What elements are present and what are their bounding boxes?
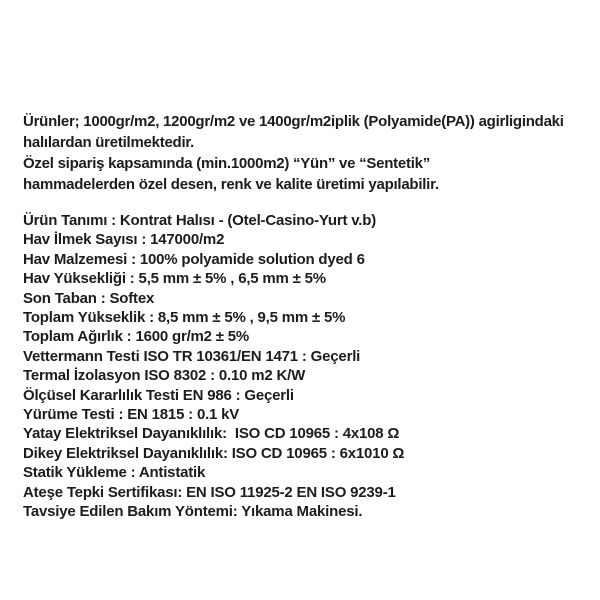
spec-line-atese-tepki: Ateşe Tepki Sertifikası: EN ISO 11925-2 EN ISO 9239-1 (23, 483, 396, 501)
spec-line-hav-malzemesi: Hav Malzemesi : 100% polyamide solution dyed 6 (23, 250, 365, 268)
spec-line-urun-tanimi: Ürün Tanımı : Kontrat Halısı - (Otel-Casino-Yurt v.b) (23, 212, 377, 229)
spec-line-dikey-elektriksel: Dikey Elektriksel Dayanıklılık: ISO CD 10965 : 6x1010 Ω (23, 444, 405, 462)
spec-line-termal-izolasyon: Termal İzolasyon ISO 8302 : 0.10 m2 K/W (23, 367, 306, 385)
spec-line-vettermann-testi: Vettermann Testi ISO TR 10361/EN 1471 : Geçerli (23, 347, 361, 365)
spec-line-yatay-elektriksel: Yatay Elektriksel Dayanıklılık: ISO CD 10965 : 4x108 Ω (23, 425, 400, 443)
intro-line: Özel sipariş kapsamında (min.1000m2) “Yün” ve “Sentetik” (23, 155, 430, 172)
spec-line-yurume-testi: Yürüme Testi : EN 1815 : 0.1 kV (23, 406, 240, 424)
spec-line-son-taban: Son Taban : Softex (23, 289, 155, 307)
spec-line-toplam-yukseklik: Toplam Yükseklik : 8,5 mm ± 5% , 9,5 mm ± 5% (23, 309, 346, 327)
intro-paragraph (23, 111, 592, 195)
spec-line-olcusel-kararlilik: Ölçüsel Kararlılık Testi EN 986 : Geçerli (23, 386, 294, 404)
spec-line-tavsiye-bakim: Tavsiye Edilen Bakım Yöntemi: Yıkama Makinesi. (23, 503, 363, 521)
intro-line: Ürünler; 1000gr/m2, 1200gr/m2 ve 1400gr/m2iplik (Polyamide(PA)) agirligindaki (23, 113, 564, 130)
spec-line-hav-yuksekligi: Hav Yüksekliği : 5,5 mm ± 5% , 6,5 mm ± 5% (23, 270, 326, 288)
intro-line: halılardan üretilmektedir. (23, 134, 195, 151)
spec-line-toplam-agirlik: Toplam Ağırlık : 1600 gr/m2 ± 5% (23, 328, 250, 346)
product-description-block (23, 111, 592, 522)
spec-line-statik-yukleme: Statik Yükleme : Antistatik (23, 464, 206, 482)
spec-line-hav-ilmek-sayisi: Hav İlmek Sayısı : 147000/m2 (23, 231, 225, 249)
intro-line: hammadelerden özel desen, renk ve kalite üretimi yapılabilir. (23, 176, 439, 193)
spec-list (23, 211, 592, 522)
